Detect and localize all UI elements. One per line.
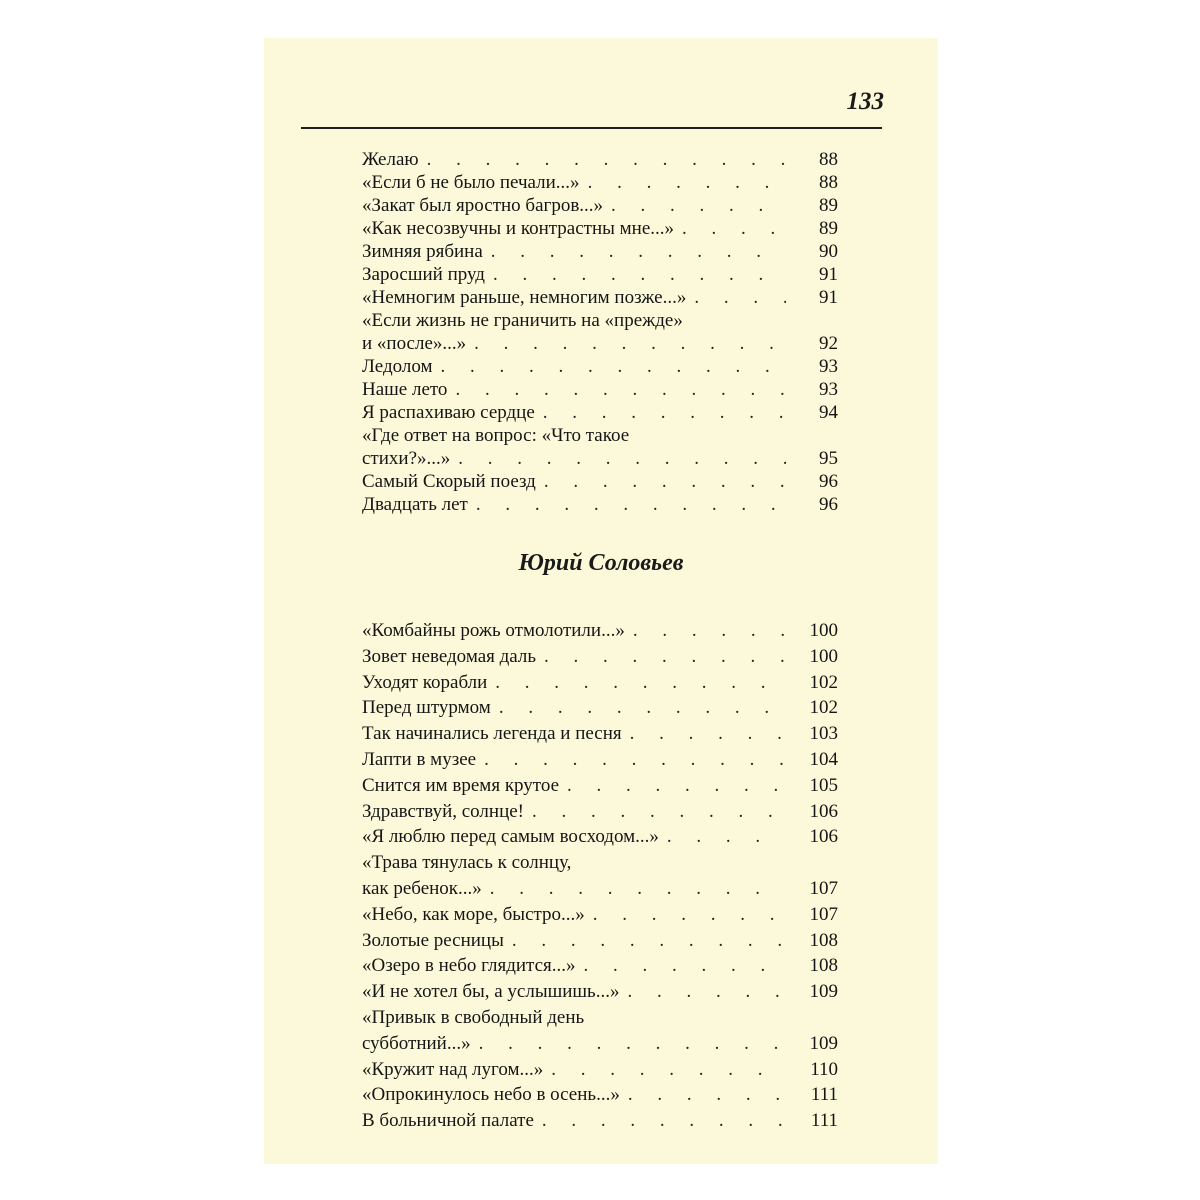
toc-entry-line	[362, 447, 838, 470]
dot-leader	[474, 332, 786, 355]
toc-entry-title: «Если жизнь не граничить на «прежде»	[362, 310, 683, 331]
dot-leader	[551, 1057, 786, 1083]
toc-page-number: 91	[819, 287, 838, 308]
toc-entry	[362, 644, 838, 670]
dot-leader	[458, 447, 786, 470]
toc-entry	[362, 1108, 838, 1134]
toc-page-number: 111	[810, 1084, 838, 1106]
toc-entry-title: «Закат был яростно багров...»	[362, 195, 604, 216]
toc-entry	[362, 721, 838, 747]
toc-entry	[362, 824, 838, 850]
dot-leader	[532, 799, 786, 825]
toc-page-number: 96	[819, 494, 838, 515]
toc-page-number: 100	[809, 645, 838, 667]
dot-leader	[543, 401, 786, 424]
dot-leader	[512, 928, 786, 954]
toc-entry-title: Желаю	[362, 149, 419, 170]
toc-entry-title: Я распахиваю сердце	[362, 402, 535, 423]
toc-entry-title: Ледолом	[362, 356, 433, 377]
toc-entry-title: субботний...»	[362, 1032, 471, 1054]
toc-entry-line	[362, 928, 838, 954]
toc-entry-line	[362, 773, 838, 799]
toc-entry	[362, 309, 838, 355]
toc-page-number: 93	[819, 379, 838, 400]
toc-entry	[362, 240, 838, 263]
toc-page-number: 107	[809, 903, 838, 925]
toc-entry-line	[362, 424, 838, 447]
toc-page-number: 95	[819, 448, 838, 469]
page-number: 133	[846, 88, 884, 115]
toc-page-number: 106	[809, 826, 838, 848]
toc-entry-title: «Небо, как море, быстро...»	[362, 903, 585, 925]
dot-leader	[427, 148, 786, 171]
toc-entry-line	[362, 194, 838, 217]
toc-entry-line	[362, 670, 838, 696]
dot-leader	[544, 644, 786, 670]
toc-entry-title: «Если б не было печали...»	[362, 172, 580, 193]
toc-entry	[362, 148, 838, 171]
toc-entry-line	[362, 1082, 838, 1108]
toc-entry-title: «Комбайны рожь отмолотили...»	[362, 620, 625, 641]
toc-entry	[362, 902, 838, 928]
toc-entry-title: Двадцать лет	[362, 494, 468, 515]
author-heading: Юрий Соловьев	[518, 550, 684, 576]
toc-entry	[362, 979, 838, 1005]
toc-entry-title: «И не хотел бы, а услышишь...»	[362, 981, 620, 1003]
dot-leader	[593, 902, 786, 928]
dot-leader	[493, 263, 786, 286]
toc-entry	[362, 747, 838, 773]
toc-page-number: 90	[819, 241, 838, 262]
dot-leader	[495, 670, 786, 696]
toc-entry	[362, 493, 838, 516]
toc-entry-line	[362, 171, 838, 194]
toc-entry-line	[362, 747, 838, 773]
toc-entry-line	[362, 378, 838, 401]
toc-entry-line	[362, 824, 838, 850]
toc-entry-line	[362, 902, 838, 928]
toc-entry	[362, 355, 838, 378]
dot-leader	[682, 217, 786, 240]
toc-entry-title: Заросший пруд	[362, 264, 485, 285]
toc-entry-title: Снится им время крутое	[362, 774, 560, 796]
toc-entry-line	[362, 1005, 838, 1031]
toc-entry-title: «Опрокинулось небо в осень...»	[362, 1084, 620, 1106]
book-page	[264, 38, 938, 1164]
toc-page-number: 89	[819, 218, 838, 239]
toc-entry-line	[362, 217, 838, 240]
toc-entry-line	[362, 850, 838, 876]
toc-page-number: 96	[819, 471, 838, 492]
toc-page-number: 104	[809, 748, 838, 770]
toc-entry-title: Уходят корабли	[362, 671, 488, 693]
toc-entry-title: «Я люблю перед самым восходом...»	[362, 826, 659, 848]
header-rule	[301, 127, 882, 129]
toc-entry-title: Зимняя рябина	[362, 241, 483, 262]
toc-entry-title: Перед штурмом	[362, 697, 491, 719]
toc-entry-title: «Как несозвучны и контрастны мне...»	[362, 218, 675, 239]
toc-entry	[362, 928, 838, 954]
toc-entry	[362, 953, 838, 979]
toc-entry	[362, 670, 838, 696]
toc-entry	[362, 799, 838, 825]
toc-page-number: 103	[809, 723, 838, 745]
toc-page-number: 109	[809, 1032, 838, 1054]
toc-entry	[362, 850, 838, 902]
toc-page-number: 102	[809, 697, 838, 719]
toc-entry-line	[362, 644, 838, 670]
toc-entry-title: и «после»...»	[362, 333, 467, 354]
toc-page-number: 110	[810, 1058, 838, 1080]
dot-leader	[490, 876, 786, 902]
toc-entry-title: как ребенок...»	[362, 877, 482, 899]
toc-entry-title: В больничной палате	[362, 1110, 534, 1132]
toc-page-number: 91	[819, 264, 838, 285]
toc-entry-title: Здравствуй, солнце!	[362, 800, 524, 822]
dot-leader	[455, 378, 786, 401]
toc-entry-title: Самый Скорый поезд	[362, 471, 536, 492]
toc-entry	[362, 286, 838, 309]
toc-entry	[362, 217, 838, 240]
dot-leader	[667, 824, 786, 850]
toc-entry-title: «Привык в свободный день	[362, 1006, 585, 1028]
toc-page-number: 92	[819, 333, 838, 354]
dot-leader	[588, 171, 786, 194]
dot-leader	[630, 721, 786, 747]
dot-leader	[544, 470, 786, 493]
toc-entry-title: Наше лето	[362, 379, 448, 400]
toc-entry-line	[362, 1057, 838, 1083]
dot-leader	[567, 773, 786, 799]
dot-leader	[542, 1108, 786, 1134]
toc-entry	[362, 263, 838, 286]
toc-entry	[362, 695, 838, 721]
toc-entry	[362, 171, 838, 194]
toc-entry-title: «Немногим раньше, немногим позже...»	[362, 287, 687, 308]
toc-page-number: 107	[809, 877, 838, 899]
toc-entry-title: «Кружит над лугом...»	[362, 1058, 544, 1080]
toc-entry-line	[362, 240, 838, 263]
dot-leader	[499, 695, 786, 721]
toc-entry-line	[362, 721, 838, 747]
toc-page-number: 100	[809, 620, 838, 641]
dot-leader	[441, 355, 787, 378]
toc-entry-line	[362, 799, 838, 825]
toc-entry-line	[362, 470, 838, 493]
toc-entry-line	[362, 618, 838, 644]
toc-page-number: 93	[819, 356, 838, 377]
dot-leader	[627, 979, 786, 1005]
dot-leader	[491, 240, 786, 263]
toc-page-number: 108	[809, 955, 838, 977]
toc-page-number: 89	[819, 195, 838, 216]
toc-entry-line	[362, 401, 838, 424]
dot-leader	[611, 194, 786, 217]
toc-entry-line	[362, 493, 838, 516]
dot-leader	[628, 1082, 786, 1108]
toc-entry	[362, 1057, 838, 1083]
toc-entry-title: Зовет неведомая даль	[362, 645, 537, 667]
toc-entry	[362, 424, 838, 470]
toc-entry-line	[362, 148, 838, 171]
dot-leader	[633, 618, 786, 644]
toc-entry-line	[362, 695, 838, 721]
toc-entry-line	[362, 332, 838, 355]
toc-entry-line	[362, 876, 838, 902]
toc-entry-line	[362, 979, 838, 1005]
dot-leader	[484, 747, 786, 773]
dot-leader	[479, 1031, 786, 1057]
toc-entry	[362, 773, 838, 799]
toc-entry	[362, 470, 838, 493]
toc-entry-title: «Озеро в небо глядится...»	[362, 955, 576, 977]
dot-leader	[584, 953, 787, 979]
toc-section-1	[362, 148, 838, 516]
toc-entry-line	[362, 309, 838, 332]
toc-entry-line	[362, 263, 838, 286]
toc-page-number: 111	[810, 1110, 838, 1132]
toc-page-number: 106	[809, 800, 838, 822]
toc-entry-line	[362, 953, 838, 979]
dot-leader	[694, 286, 786, 309]
toc-entry-line	[362, 1108, 838, 1134]
toc-page-number: 108	[809, 929, 838, 951]
toc-entry-line	[362, 355, 838, 378]
toc-page-number: 102	[809, 671, 838, 693]
toc-entry-title: стихи?»...»	[362, 448, 451, 469]
toc-entry-title: «Трава тянулась к солнцу,	[362, 852, 572, 874]
toc-section-2	[362, 618, 838, 1134]
toc-page-number: 88	[819, 149, 838, 170]
toc-entry	[362, 1005, 838, 1057]
toc-entry	[362, 1082, 838, 1108]
toc-entry-title: Золотые ресницы	[362, 929, 504, 951]
toc-entry-title: «Где ответ на вопрос: «Что такое	[362, 425, 630, 446]
toc-entry-title: Так начинались легенда и песня	[362, 723, 622, 745]
toc-entry	[362, 401, 838, 424]
toc-page-number: 94	[819, 402, 838, 423]
dot-leader	[476, 493, 786, 516]
toc-entry	[362, 618, 838, 644]
toc-page-number: 88	[819, 172, 838, 193]
toc-entry	[362, 378, 838, 401]
toc-page-number: 109	[809, 981, 838, 1003]
toc-entry-line	[362, 1031, 838, 1057]
toc-entry-line	[362, 286, 838, 309]
toc-entry	[362, 194, 838, 217]
toc-entry-title: Лапти в музее	[362, 748, 477, 770]
toc-page-number: 105	[809, 774, 838, 796]
